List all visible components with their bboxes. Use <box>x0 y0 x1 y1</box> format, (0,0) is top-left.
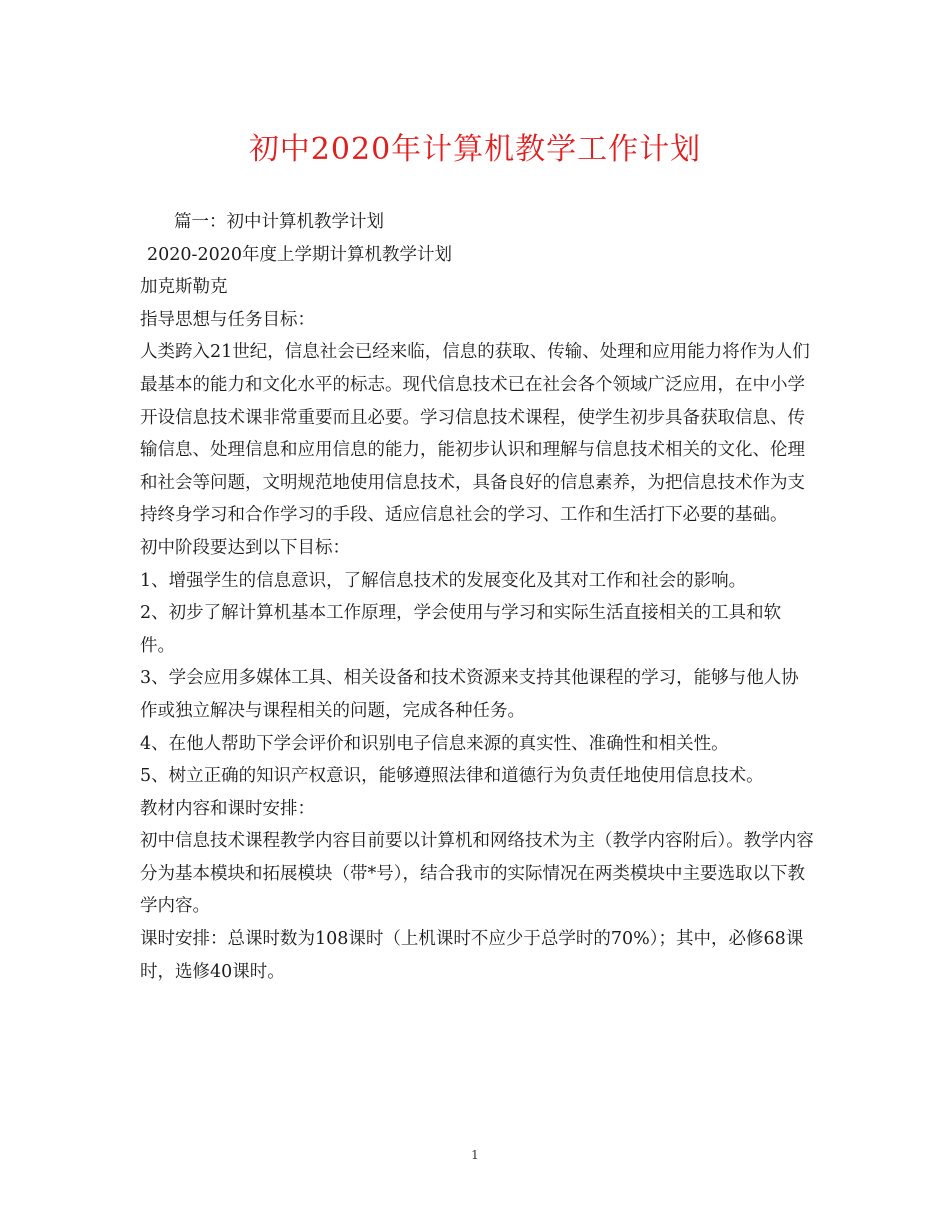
author-line: 加克斯勒克 <box>140 277 228 298</box>
paragraph-guiding-ideas: 人类跨入21世纪，信息社会已经来临，信息的获取、传输、处理和应用能力将作为人们最基本的能力和文化水平的标志。现代信息技术已在社会各个领域广泛应用，在中小学开设信息技术课非常重要而且必要。学习信息技术课程，使学生初步具备获取信息、传输信息、处理信息和应用信息的能力，能初步认识和理解与信息技术相关的文化、伦理和社会等问题，文明规范地使用信息技术，具备良好的信息素养，为把信息技术作为支持终身学习和合作学习的手段、适应信息社会的学习、工作和生活打下必要的基础。 <box>140 342 810 526</box>
page-number: 1 <box>471 1148 479 1162</box>
section-heading: 篇一：初中计算机教学计划 <box>174 212 384 232</box>
goal-item-2: 2、初步了解计算机基本工作原理，学会使用与学习和实际生活直接相关的工具和软件。 <box>140 603 782 656</box>
goal-item-3: 3、学会应用多媒体工具、相关设备和技术资源来支持其他课程的学习，能够与他人协作或独立解决与课程相关的问题，完成各种任务。 <box>140 668 799 721</box>
paragraph-content: 初中信息技术课程教学内容目前要以计算机和网络技术为主（教学内容附后）。教学内容分为基本模块和拓展模块（带*号），结合我市的实际情况在两类模块中主要选取以下教学内容。 <box>140 831 814 917</box>
document-body <box>140 206 815 988</box>
heading-content-schedule: 教材内容和课时安排： <box>140 798 315 819</box>
heading-goals: 初中阶段要达到以下目标： <box>140 537 350 558</box>
plan-subtitle: 2020-2020年度上学期计算机教学计划 <box>147 244 452 265</box>
document-title: 初中2020年计算机教学工作计划 <box>248 132 702 167</box>
paragraph-schedule: 课时安排：总课时数为108课时（上机课时不应少于总学时的70%）；其中，必修68课时，选修40课时。 <box>140 929 804 982</box>
goal-item-5: 5、树立正确的知识产权意识，能够遵照法律和道德行为负责任地使用信息技术。 <box>140 766 764 787</box>
goal-item-1: 1、增强学生的信息意识，了解信息技术的发展变化及其对工作和社会的影响。 <box>140 570 747 591</box>
goal-item-4: 4、在他人帮助下学会评价和识别电子信息来源的真实性、准确性和相关性。 <box>140 733 729 754</box>
heading-guiding-ideas: 指导思想与任务目标： <box>140 309 315 330</box>
